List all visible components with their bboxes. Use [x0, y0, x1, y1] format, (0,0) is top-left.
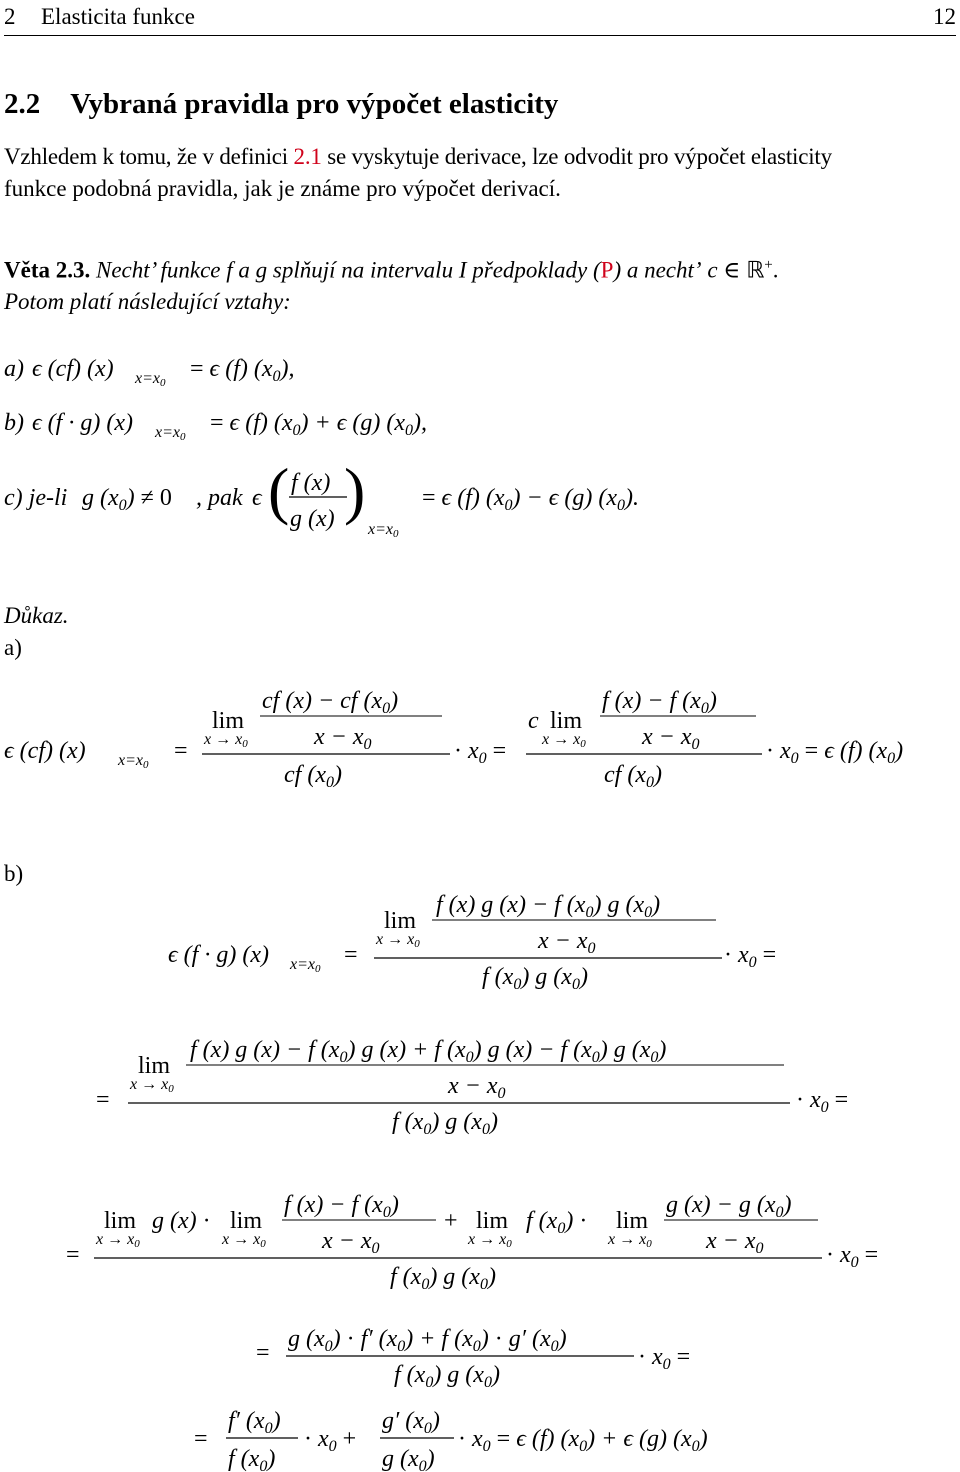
svg-text:x=x0: x=x0 — [368, 521, 399, 540]
svg-text:f (x0) g (x0): f $(x_0)$ g $(x_0)$ — [394, 1362, 500, 1391]
svg-text:x=x0: x=x0 — [135, 370, 166, 389]
section-title: Vybraná pravidla pro výpočet elasticity — [70, 88, 559, 120]
svg-text:· x0 =: · $x_0$ = — [826, 1242, 879, 1271]
svg-text:g (x0) · f′ (x0) + f (x0) · g′: g $(x_0) \cdot f'$ $(x_0) + f$ $(x_0) \cdot g'$ $(x_0)$ — [288, 1326, 567, 1355]
item-a-formula: ϵ (cf) (x) — [32, 356, 114, 382]
svg-text:(: ( — [268, 455, 290, 526]
svg-text:f (x) − f (x0): f (x) − f $(x_0)$ — [602, 688, 717, 717]
svg-text:lim: lim — [384, 908, 417, 934]
svg-text:lim: lim — [230, 1208, 263, 1234]
svg-text:g (x): g (x) — [290, 506, 335, 532]
svg-text:= ϵ (f) (x0) − ϵ (g) (x0).: = ϵ (f) $(x_0) - \epsilon$ (g) $(x_0)$. — [422, 485, 639, 514]
proof-part-a-label: a) — [4, 635, 22, 660]
svg-text:f (x0) g (x0): f $(x_0)$ g $(x_0)$ — [390, 1264, 496, 1290]
svg-text:lim: lim — [616, 1208, 649, 1234]
item-b-label: b) — [4, 410, 24, 436]
item-b-formula: ϵ (f · g) (x) — [32, 410, 133, 436]
svg-text:cf (x0): cf $(x_0)$ — [284, 762, 342, 791]
svg-text:=: = — [66, 1242, 80, 1268]
header-rule — [4, 35, 956, 36]
svg-text:x → x0: x → x0 — [204, 731, 248, 750]
svg-text:f′ (x0): f′ $(x_0)$ — [228, 1408, 281, 1437]
svg-text:lim: lim — [212, 708, 245, 734]
section-heading — [4, 88, 558, 121]
svg-text:x → x0: x → x0 — [222, 1231, 266, 1250]
svg-text:ϵ (f · g) (x): ϵ (f · g) (x) — [168, 942, 269, 968]
svg-text:lim: lim — [550, 708, 583, 734]
svg-text:f (x0) g (x0): f $(x_0)$ g $(x_0)$ — [392, 1109, 498, 1135]
proof-part-b-label: b) — [4, 861, 24, 886]
item-c-label: c) je-li — [4, 485, 68, 511]
svg-text:f (x) − f (x0): f (x) − f $(x_0)$ — [284, 1192, 399, 1221]
svg-text:= ϵ (f) (x0) + ϵ (g) (x0),: = ϵ (f) $(x_0) + \epsilon$ (g) $(x_0)$, — [210, 410, 427, 439]
svg-text:cf (x) − cf (x0): cf (x) − cf $(x_0)$ — [262, 688, 399, 717]
svg-text:= ϵ (f) (x0),: = ϵ (f) $(x_0)$, — [190, 356, 295, 385]
svg-text:lim: lim — [104, 1208, 137, 1234]
proof-b-line-2 — [0, 1025, 960, 1135]
theorem-line-2: Potom platí následující vztahy: — [4, 289, 291, 314]
definition-link[interactable]: 2.1 — [293, 144, 322, 169]
chapter-title: Elasticita funkce — [41, 4, 195, 29]
svg-text:x − x0: $x - x_0$ — [642, 724, 700, 753]
running-head — [4, 4, 195, 30]
proof-b-line-1 — [0, 880, 960, 990]
svg-text:): ) — [344, 455, 366, 526]
svg-text:· x0 = ϵ (f) (x0): · $x_0 = \epsilon$ (f) $(x_0)$ — [766, 738, 904, 767]
item-a-label: a) — [4, 356, 24, 382]
svg-text:f (x): f (x) — [291, 470, 331, 496]
assumption-link[interactable]: P — [600, 257, 614, 283]
svg-text:+: + — [444, 1208, 458, 1234]
svg-text:· x0 +: · $x_0$ + — [304, 1426, 357, 1455]
svg-text:g′ (x0): g′ $(x_0)$ — [382, 1408, 440, 1437]
svg-text:x → x0: x → x0 — [608, 1231, 652, 1250]
svg-text:· x0 = ϵ (f) (x0) + ϵ (g) (x0): · $x_0 = \epsilon$ (f) $(x_0) + \epsilon$ (g) $(x_0)$ — [458, 1426, 708, 1455]
svg-text:c: c — [528, 708, 539, 734]
svg-text:f (x0): f $(x_0)$ — [228, 1446, 276, 1472]
svg-text:g (x) ·: g (x) · — [152, 1208, 211, 1234]
svg-text:lim: lim — [138, 1053, 171, 1079]
svg-text:x=x0: x=x0 — [155, 424, 186, 443]
theorem-items — [0, 330, 960, 560]
svg-text:x − x0: $x - x_0$ — [448, 1073, 506, 1102]
theorem-label: Věta 2.3. — [4, 257, 91, 283]
svg-text:=: = — [194, 1426, 208, 1452]
svg-text:, pak: , pak — [196, 485, 243, 511]
svg-text:· x0 =: · $x_0$ = — [454, 738, 507, 767]
svg-text:=: = — [174, 738, 188, 764]
svg-text:lim: lim — [476, 1208, 509, 1234]
svg-text:· x0 =: · $x_0$ = — [796, 1087, 849, 1116]
svg-text:f (x0) ·: f $(x_0)$ · — [526, 1208, 588, 1237]
svg-text:ϵ: ϵ — [252, 485, 262, 511]
section-number: 2.2 — [4, 88, 41, 120]
svg-text:· x0 =: · $x_0$ = — [724, 942, 777, 971]
proof-b-line-5 — [0, 1396, 960, 1472]
svg-text:ϵ (cf) (x): ϵ (cf) (x) — [4, 738, 86, 764]
svg-text:x − x0: $x - x_0$ — [706, 1228, 764, 1257]
svg-text:=: = — [344, 942, 358, 968]
svg-text:x − x0: $x - x_0$ — [314, 724, 372, 753]
svg-text:x → x0: x → x0 — [96, 1231, 140, 1250]
svg-text:g (x0): g $(x_0)$ — [382, 1446, 435, 1472]
svg-text:x → x0: x → x0 — [130, 1076, 174, 1095]
svg-text:x → x0: x → x0 — [468, 1231, 512, 1250]
svg-text:=: = — [96, 1087, 110, 1113]
svg-text:x → x0: x → x0 — [542, 731, 586, 750]
proof-b-line-4 — [0, 1316, 960, 1396]
page-number: 12 — [933, 4, 956, 29]
proof-b-line-3 — [0, 1180, 960, 1290]
svg-text:· x0 =: · $x_0$ = — [638, 1344, 691, 1373]
svg-text:f (x) g (x) − f (x0) g (x) + f: f (x) g (x) − f $(x_0)$ g (x) + f $(x_0)$ g (x) − f $(x_0)$ g $(x_0)$ — [190, 1037, 667, 1066]
theorem-line-1: Věta 2.3. Necht’ funkce f a g splňují na intervalu I předpoklady (P) a necht’ c ∈ ℝ+. — [4, 257, 779, 284]
svg-text:x=x0: x=x0 — [118, 752, 149, 771]
svg-text:x − x0: $x - x_0$ — [538, 928, 596, 957]
real-numbers-symbol: ℝ — [746, 257, 765, 284]
proof-a-equation — [0, 670, 960, 800]
intro-line-1: Vzhledem k tomu, že v definici 2.1 se vyskytuje derivace, lze odvodit pro výpočet elasticity — [4, 144, 832, 169]
svg-text:=: = — [256, 1340, 270, 1366]
svg-text:cf (x0): cf $(x_0)$ — [604, 762, 662, 791]
proof-label: Důkaz. — [4, 603, 69, 628]
svg-text:g (x0) ≠ 0: g $(x_0) \ne 0$ — [82, 485, 172, 514]
svg-text:f (x) g (x) − f (x0) g (x0): f (x) g (x) − f $(x_0)$ g $(x_0)$ — [436, 892, 661, 921]
svg-text:g (x) − g (x0): g (x) − g $(x_0)$ — [666, 1192, 792, 1221]
svg-text:x=x0: x=x0 — [290, 956, 321, 975]
svg-text:f (x0) g (x0): f $(x_0)$ g $(x_0)$ — [482, 964, 588, 990]
svg-text:x → x0: x → x0 — [376, 931, 420, 950]
chapter-number: 2 — [4, 4, 16, 29]
intro-line-2: funkce podobná pravidla, jak je známe pro výpočet derivací. — [4, 176, 561, 201]
svg-text:x − x0: $x - x_0$ — [322, 1228, 380, 1257]
